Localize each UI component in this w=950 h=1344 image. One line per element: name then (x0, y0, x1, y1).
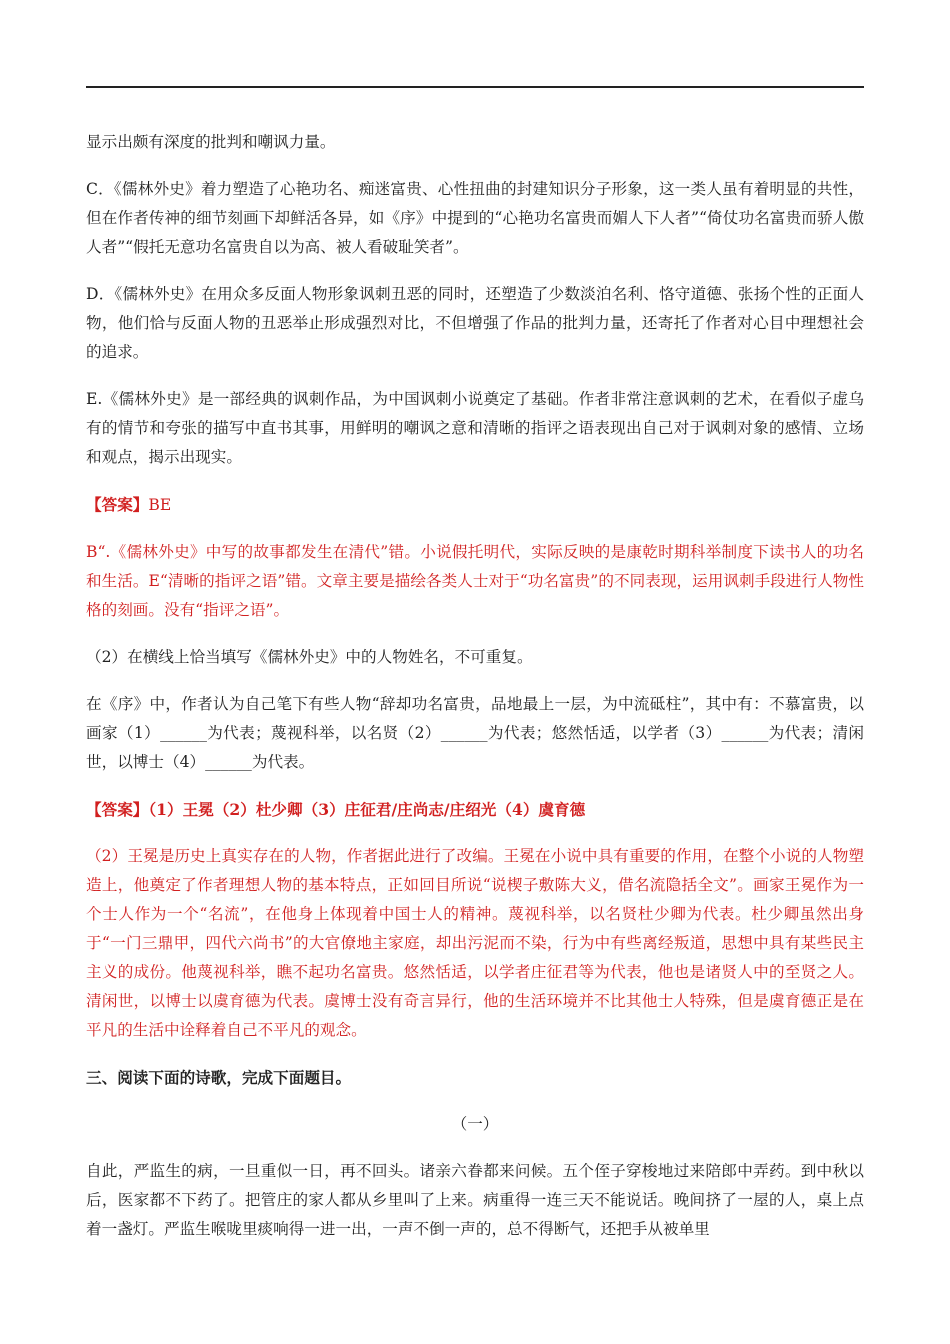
option-c: C．《儒林外史》着力塑造了心艳功名、痴迷富贵、心性扭曲的封建知识分子形象，这一类人虽有着明显的共性，但在作者传神的细节刻画下却鲜活各异，如《序》中提到的“心艳功名富贵而媚人下人者”“倚仗功名富贵而骄人傲人者”“假托无意功名富贵自以为高、被人看破耻笑者”。 (86, 180, 864, 256)
answer-2: 【答案】（1）王冕（2）杜少卿（3）庄征君/庄尚志/庄绍光（4）虞育德 (86, 800, 586, 819)
option-e: E.《儒林外史》是一部经典的讽刺作品，为中国讽刺小说奠定了基础。作者非常注意讽刺的艺术，在看似子虚乌有的情节和夸张的描写中直书其事，用鲜明的嘲讽之意和清晰的指评之语表现出自己对于讽刺对象的感情、立场和观点，揭示出现实。 (86, 390, 864, 466)
question-2: （2）在横线上恰当填写《儒林外史》中的人物姓名，不可重复。 (86, 648, 533, 666)
explanation-2: （2）王冕是历史上真实存在的人物，作者据此进行了改编。王冕在小说中具有重要的作用，在整个小说的人物塑造上，他奠定了作者理想人物的基本特点，正如回目所说“说楔子敷陈大义，借名流隐括全文”。画家王冕作为一个士人作为一个“名流”，在他身上体现着中国士人的精神。蔑视科举，以名贤杜少卿为代表。杜少卿虽然出身于“一门三鼎甲，四代六尚书”的大官僚地主家庭，却出污泥而不染，行为中有些离经叛道，思想中具有某些民主主义的成份。他蔑视科举，瞧不起功名富贵。悠然恬适，以学者庄征君等为代表，他也是诸贤人中的至贤之人。清闲世，以博士以虞育德为代表。虞博士没有奇言异行，他的生活环境并不比其他士人特殊，但是虞育德正是在平凡的生活中诠释着自己不平凡的观念。 (86, 847, 864, 1039)
answer-1 (86, 490, 864, 520)
option-d: D．《儒林外史》在用众多反面人物形象讽刺丑恶的同时，还塑造了少数淡泊名利、恪守道德、张扬个性的正面人物，他们恰与反面人物的丑恶举止形成强烈对比，不但增强了作品的批判力量，还寄托了作者对心目中理想社会的追求。 (86, 285, 864, 361)
section-3-heading: 三、阅读下面的诗歌，完成下面题目。 (86, 1068, 352, 1087)
passage-text: 自此，严监生的病，一旦重似一日，再不回头。诸亲六眷都来问候。五个侄子穿梭地过来陪郎中弄药。到中秋以后，医家都不下药了。把管庄的家人都从乡里叫了上来。病重得一连三天不能说话。晚间挤了一屋的人，桌上点着一盏灯。严监生喉咙里痰响得一进一出，一声不倒一声的，总不得断气，还把手从被单里 (86, 1162, 864, 1238)
header-rule (86, 86, 864, 88)
answer-1-value: BE (148, 496, 172, 514)
explanation-1: B“.《儒林外史》中写的故事都发生在清代”错。小说假托明代，实际反映的是康乾时期科举制度下读书人的功名和生活。E“清晰的指评之语”错。文章主要是描绘各类人士对于“功名富贵”的不同表现，运用讽刺手段进行人物性格的刻画。没有“指评之语”。 (86, 543, 864, 619)
question-2-body: 在《序》中，作者认为自己笔下有些人物“辞却功名富贵，品地最上一层，为中流砥柱”，其中有：不慕富贵，以画家（1）______为代表；蔑视科举，以名贤（2）______为代表；悠然恬适，以学者（3）______为代表；清闲世，以博士（4）______为代表。 (86, 695, 864, 771)
continuation-text: 显示出颇有深度的批判和嘲讽力量。 (86, 133, 336, 151)
poem-subheading: （一） (451, 1115, 499, 1133)
document-body (86, 128, 864, 1262)
answer-1-label: 【答案】 (86, 495, 149, 514)
